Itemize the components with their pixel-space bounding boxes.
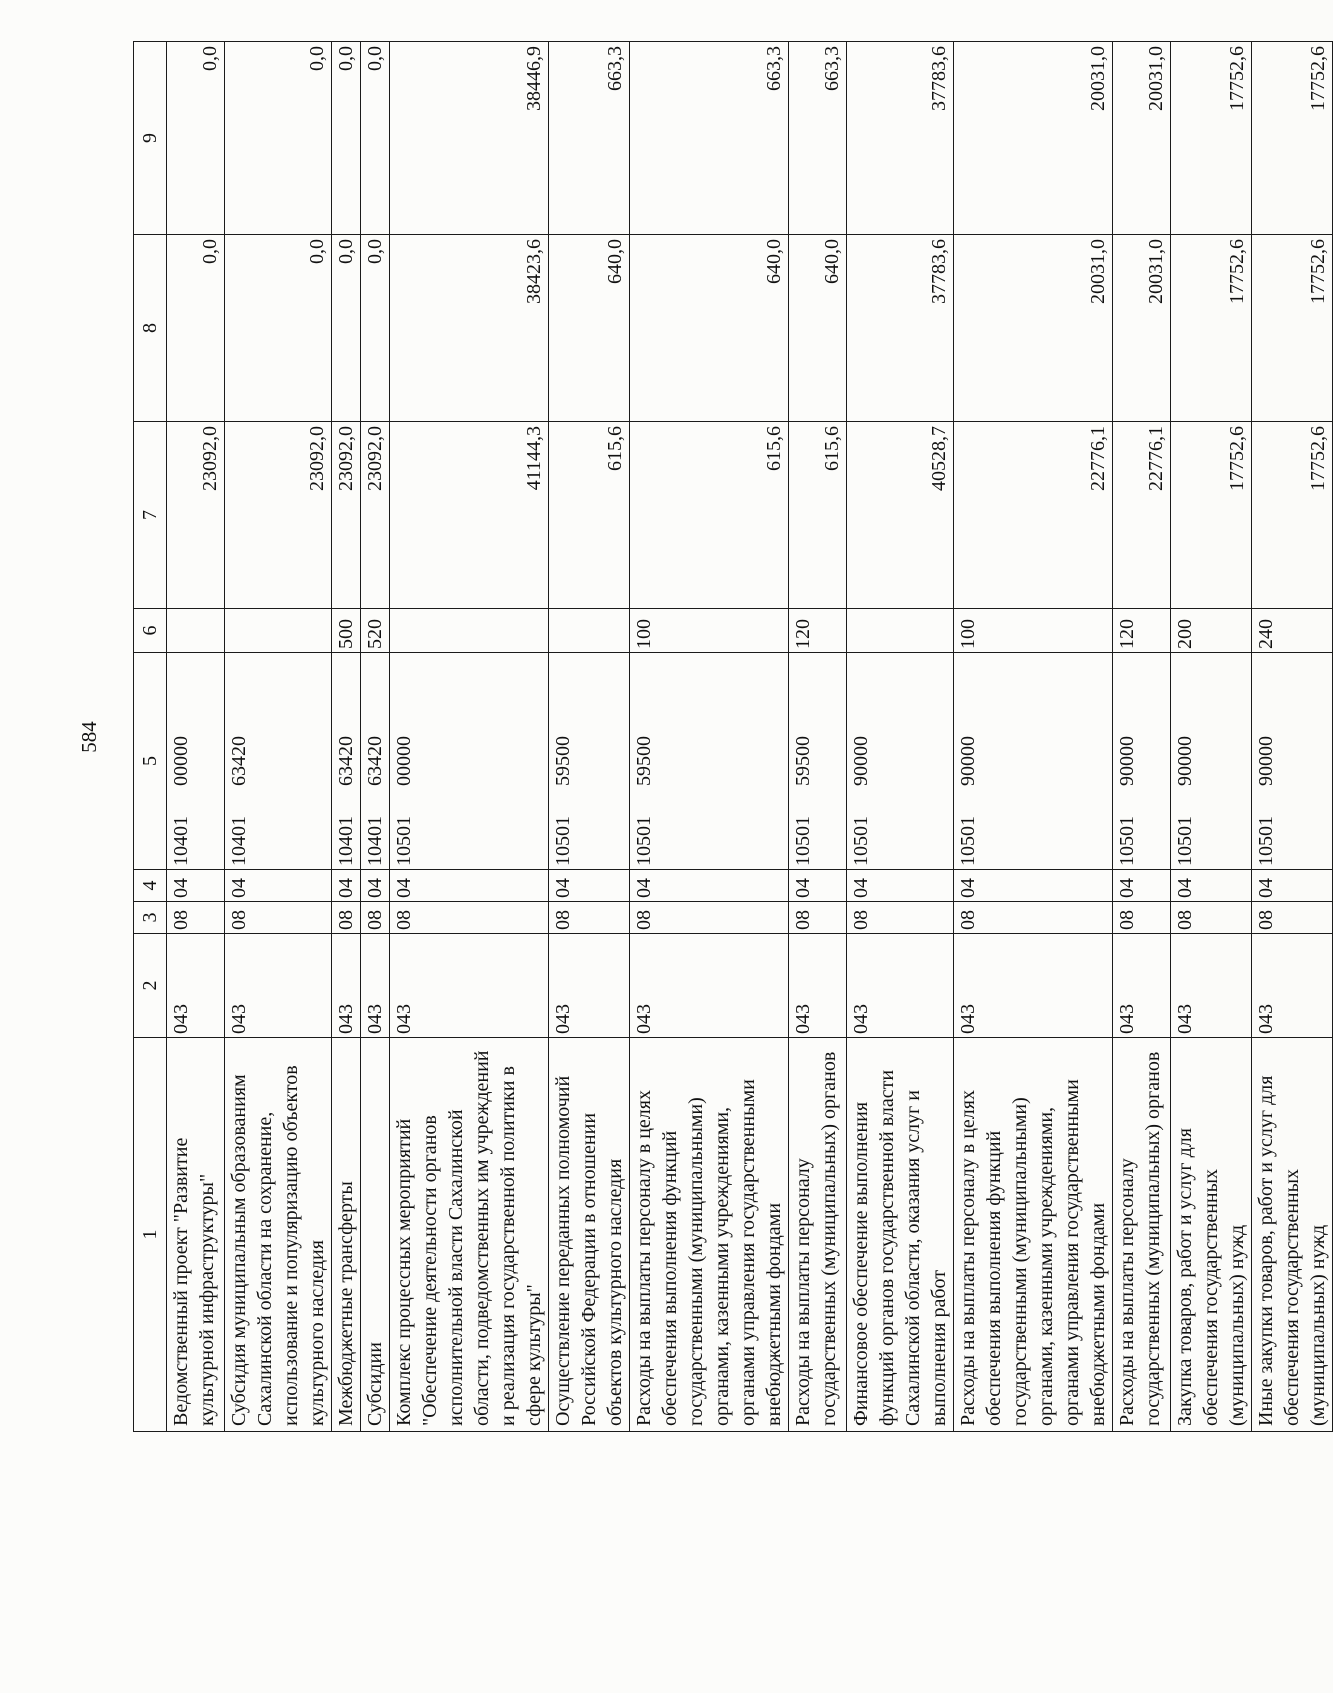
row-section-code: 08 [847,902,954,934]
row-description: Расходы на выплаты персоналу государственных (муниципальных) органов [1113,1038,1171,1432]
header-col-9: 9 [134,42,167,235]
row-value-col8: 37783,6 [847,235,954,422]
row-ministry-code: 043 [167,934,225,1038]
row-value-col7: 41144,3 [390,422,549,609]
row-target-code-part1: 10401 [228,816,250,866]
row-value-col8: 0,0 [225,235,332,422]
row-target-code-part2: 90000 [850,736,872,786]
row-value-col9: 20031,0 [1113,42,1171,235]
row-subsection-code: 04 [847,870,954,902]
row-section-code: 08 [332,902,361,934]
row-value-col7: 22776,1 [954,422,1113,609]
row-target-code [1113,653,1171,870]
row-target-code-part2: 59500 [633,736,655,786]
row-ministry-code: 043 [1171,934,1252,1038]
row-value-col7: 615,6 [549,422,630,609]
row-section-code: 08 [361,902,390,934]
table-row [1113,42,1171,1432]
row-description: Расходы на выплаты персоналу государственных (муниципальных) органов [789,1038,847,1432]
row-target-code-part1: 10501 [393,816,415,866]
table-row [167,42,225,1432]
row-value-col8: 20031,0 [954,235,1113,422]
row-subsection-code: 04 [361,870,390,902]
row-description: Финансовое обеспечение выполнения функций органов государственной власти Сахалинской области, оказания услуг и выполнения работ [847,1038,954,1432]
row-target-code [1252,653,1333,870]
header-col-5: 5 [134,653,167,870]
table-header [134,42,167,1432]
row-section-code: 08 [954,902,1113,934]
row-value-col9: 0,0 [361,42,390,235]
row-ministry-code: 043 [361,934,390,1038]
row-description: Ведомственный проект "Развитие культурной инфраструктуры" [167,1038,225,1432]
row-value-col8: 640,0 [630,235,789,422]
row-target-code [361,653,390,870]
row-target-code-part1: 10501 [957,816,979,866]
row-expense-type: 500 [332,609,361,653]
header-col-4: 4 [134,870,167,902]
table-row [847,42,954,1432]
row-subsection-code: 04 [954,870,1113,902]
table-row [332,42,361,1432]
row-target-code-part2: 63420 [228,736,250,786]
row-subsection-code: 04 [390,870,549,902]
row-subsection-code: 04 [789,870,847,902]
row-value-col7: 23092,0 [167,422,225,609]
row-subsection-code: 04 [549,870,630,902]
row-value-col9: 17752,6 [1252,42,1333,235]
table-row [1252,42,1333,1432]
row-value-col9: 20031,0 [954,42,1113,235]
row-expense-type: 120 [1113,609,1171,653]
row-value-col8: 20031,0 [1113,235,1171,422]
row-target-code-part2: 59500 [552,736,574,786]
row-target-code-part2: 63420 [335,736,357,786]
row-target-code-part2: 90000 [1255,736,1277,786]
row-value-col8: 0,0 [167,235,225,422]
row-value-col8: 0,0 [361,235,390,422]
row-value-col7: 40528,7 [847,422,954,609]
row-description: Закупка товаров, работ и услуг для обеспечения государственных (муниципальных) нужд [1171,1038,1252,1432]
row-target-code-part2: 90000 [957,736,979,786]
header-col-6: 6 [134,609,167,653]
row-ministry-code: 043 [954,934,1113,1038]
table-row [361,42,390,1432]
row-target-code-part2: 00000 [393,736,415,786]
row-target-code [549,653,630,870]
row-expense-type [847,609,954,653]
row-ministry-code: 043 [549,934,630,1038]
row-description: Осуществление переданных полномочий Российской Федерации в отношении объектов культурного наследия [549,1038,630,1432]
row-expense-type [225,609,332,653]
row-subsection-code: 04 [630,870,789,902]
row-description: Субсидия муниципальным образованиям Сахалинской области на сохранение, использование и популяризацию объектов культурного наследия [225,1038,332,1432]
row-target-code-part1: 10501 [1116,816,1138,866]
row-target-code [630,653,789,870]
row-value-col7: 23092,0 [332,422,361,609]
header-col-1: 1 [134,1038,167,1432]
row-ministry-code: 043 [332,934,361,1038]
row-expense-type: 100 [954,609,1113,653]
row-subsection-code: 04 [1113,870,1171,902]
row-section-code: 08 [225,902,332,934]
row-value-col8: 17752,6 [1171,235,1252,422]
row-value-col9: 663,3 [630,42,789,235]
row-target-code-part1: 10401 [364,816,386,866]
row-target-code-part1: 10501 [792,816,814,866]
row-value-col9: 38446,9 [390,42,549,235]
row-subsection-code: 04 [225,870,332,902]
row-subsection-code: 04 [332,870,361,902]
row-value-col9: 0,0 [167,42,225,235]
row-value-col7: 23092,0 [225,422,332,609]
row-value-col7: 615,6 [630,422,789,609]
table-row [390,42,549,1432]
row-value-col9: 17752,6 [1171,42,1252,235]
row-expense-type [549,609,630,653]
row-target-code [1171,653,1252,870]
row-section-code: 08 [1171,902,1252,934]
row-expense-type: 520 [361,609,390,653]
table-row [549,42,630,1432]
row-value-col9: 0,0 [225,42,332,235]
row-value-col9: 663,3 [549,42,630,235]
header-col-7: 7 [134,422,167,609]
row-value-col7: 23092,0 [361,422,390,609]
row-target-code-part2: 00000 [170,736,192,786]
row-value-col8: 0,0 [332,235,361,422]
row-target-code-part1: 10501 [850,816,872,866]
row-target-code [167,653,225,870]
row-value-col7: 22776,1 [1113,422,1171,609]
row-target-code [847,653,954,870]
row-target-code-part1: 10501 [633,816,655,866]
row-target-code [390,653,549,870]
row-target-code [332,653,361,870]
row-value-col8: 38423,6 [390,235,549,422]
row-ministry-code: 043 [630,934,789,1038]
row-subsection-code: 04 [1171,870,1252,902]
row-ministry-code: 043 [847,934,954,1038]
row-target-code-part1: 10501 [1174,816,1196,866]
row-description: Межбюджетные трансферты [332,1038,361,1432]
row-expense-type: 100 [630,609,789,653]
row-target-code-part1: 10501 [552,816,574,866]
row-section-code: 08 [167,902,225,934]
table-row [225,42,332,1432]
row-ministry-code: 043 [1252,934,1333,1038]
page-number: 584 [77,721,101,753]
header-col-2: 2 [134,934,167,1038]
row-value-col8: 640,0 [549,235,630,422]
row-value-col9: 37783,6 [847,42,954,235]
header-col-8: 8 [134,235,167,422]
rotated-table-region [77,42,1329,1432]
row-target-code [954,653,1113,870]
row-target-code [225,653,332,870]
header-row [134,42,167,1432]
table-row [1171,42,1252,1432]
row-target-code-part2: 63420 [364,736,386,786]
row-ministry-code: 043 [1113,934,1171,1038]
row-section-code: 08 [390,902,549,934]
row-expense-type [167,609,225,653]
row-target-code-part1: 10401 [335,816,357,866]
row-subsection-code: 04 [167,870,225,902]
row-expense-type: 200 [1171,609,1252,653]
row-ministry-code: 043 [789,934,847,1038]
row-value-col8: 640,0 [789,235,847,422]
row-target-code-part2: 90000 [1116,736,1138,786]
row-section-code: 08 [1113,902,1171,934]
row-subsection-code: 04 [1252,870,1333,902]
table-row [789,42,847,1432]
row-description: Расходы на выплаты персоналу в целях обеспечения выполнения функций государственными (муниципальными) органами, казенными учреждениями, органами управления государственными внебюджетными фондами [954,1038,1113,1432]
row-value-col9: 0,0 [332,42,361,235]
table-row [954,42,1113,1432]
row-target-code-part1: 10501 [1255,816,1277,866]
header-col-3: 3 [134,902,167,934]
row-description: Субсидии [361,1038,390,1432]
row-section-code: 08 [1252,902,1333,934]
row-section-code: 08 [630,902,789,934]
row-target-code-part2: 59500 [792,736,814,786]
table-row [630,42,789,1432]
row-description: Иные закупки товаров, работ и услуг для обеспечения государственных (муниципальных) нужд [1252,1038,1333,1432]
row-value-col7: 17752,6 [1171,422,1252,609]
row-section-code: 08 [789,902,847,934]
row-expense-type [390,609,549,653]
row-value-col7: 615,6 [789,422,847,609]
row-value-col8: 17752,6 [1252,235,1333,422]
row-value-col7: 17752,6 [1252,422,1333,609]
row-ministry-code: 043 [390,934,549,1038]
row-target-code-part1: 10401 [170,816,192,866]
row-expense-type: 120 [789,609,847,653]
row-expense-type: 240 [1252,609,1333,653]
row-value-col9: 663,3 [789,42,847,235]
row-ministry-code: 043 [225,934,332,1038]
budget-table [133,41,1333,1432]
row-target-code [789,653,847,870]
row-target-code-part2: 90000 [1174,736,1196,786]
row-section-code: 08 [549,902,630,934]
row-description: Расходы на выплаты персоналу в целях обеспечения выполнения функций государственными (муниципальными) органами, казенными учреждениями, органами управления государственными внебюджетными фондами [630,1038,789,1432]
row-description: Комплекс процессных мероприятий "Обеспечение деятельности органов исполнительной власти Сахалинской области, подведомственных им учреждений и реализация государственной политики в сфере культуры" [390,1038,549,1432]
